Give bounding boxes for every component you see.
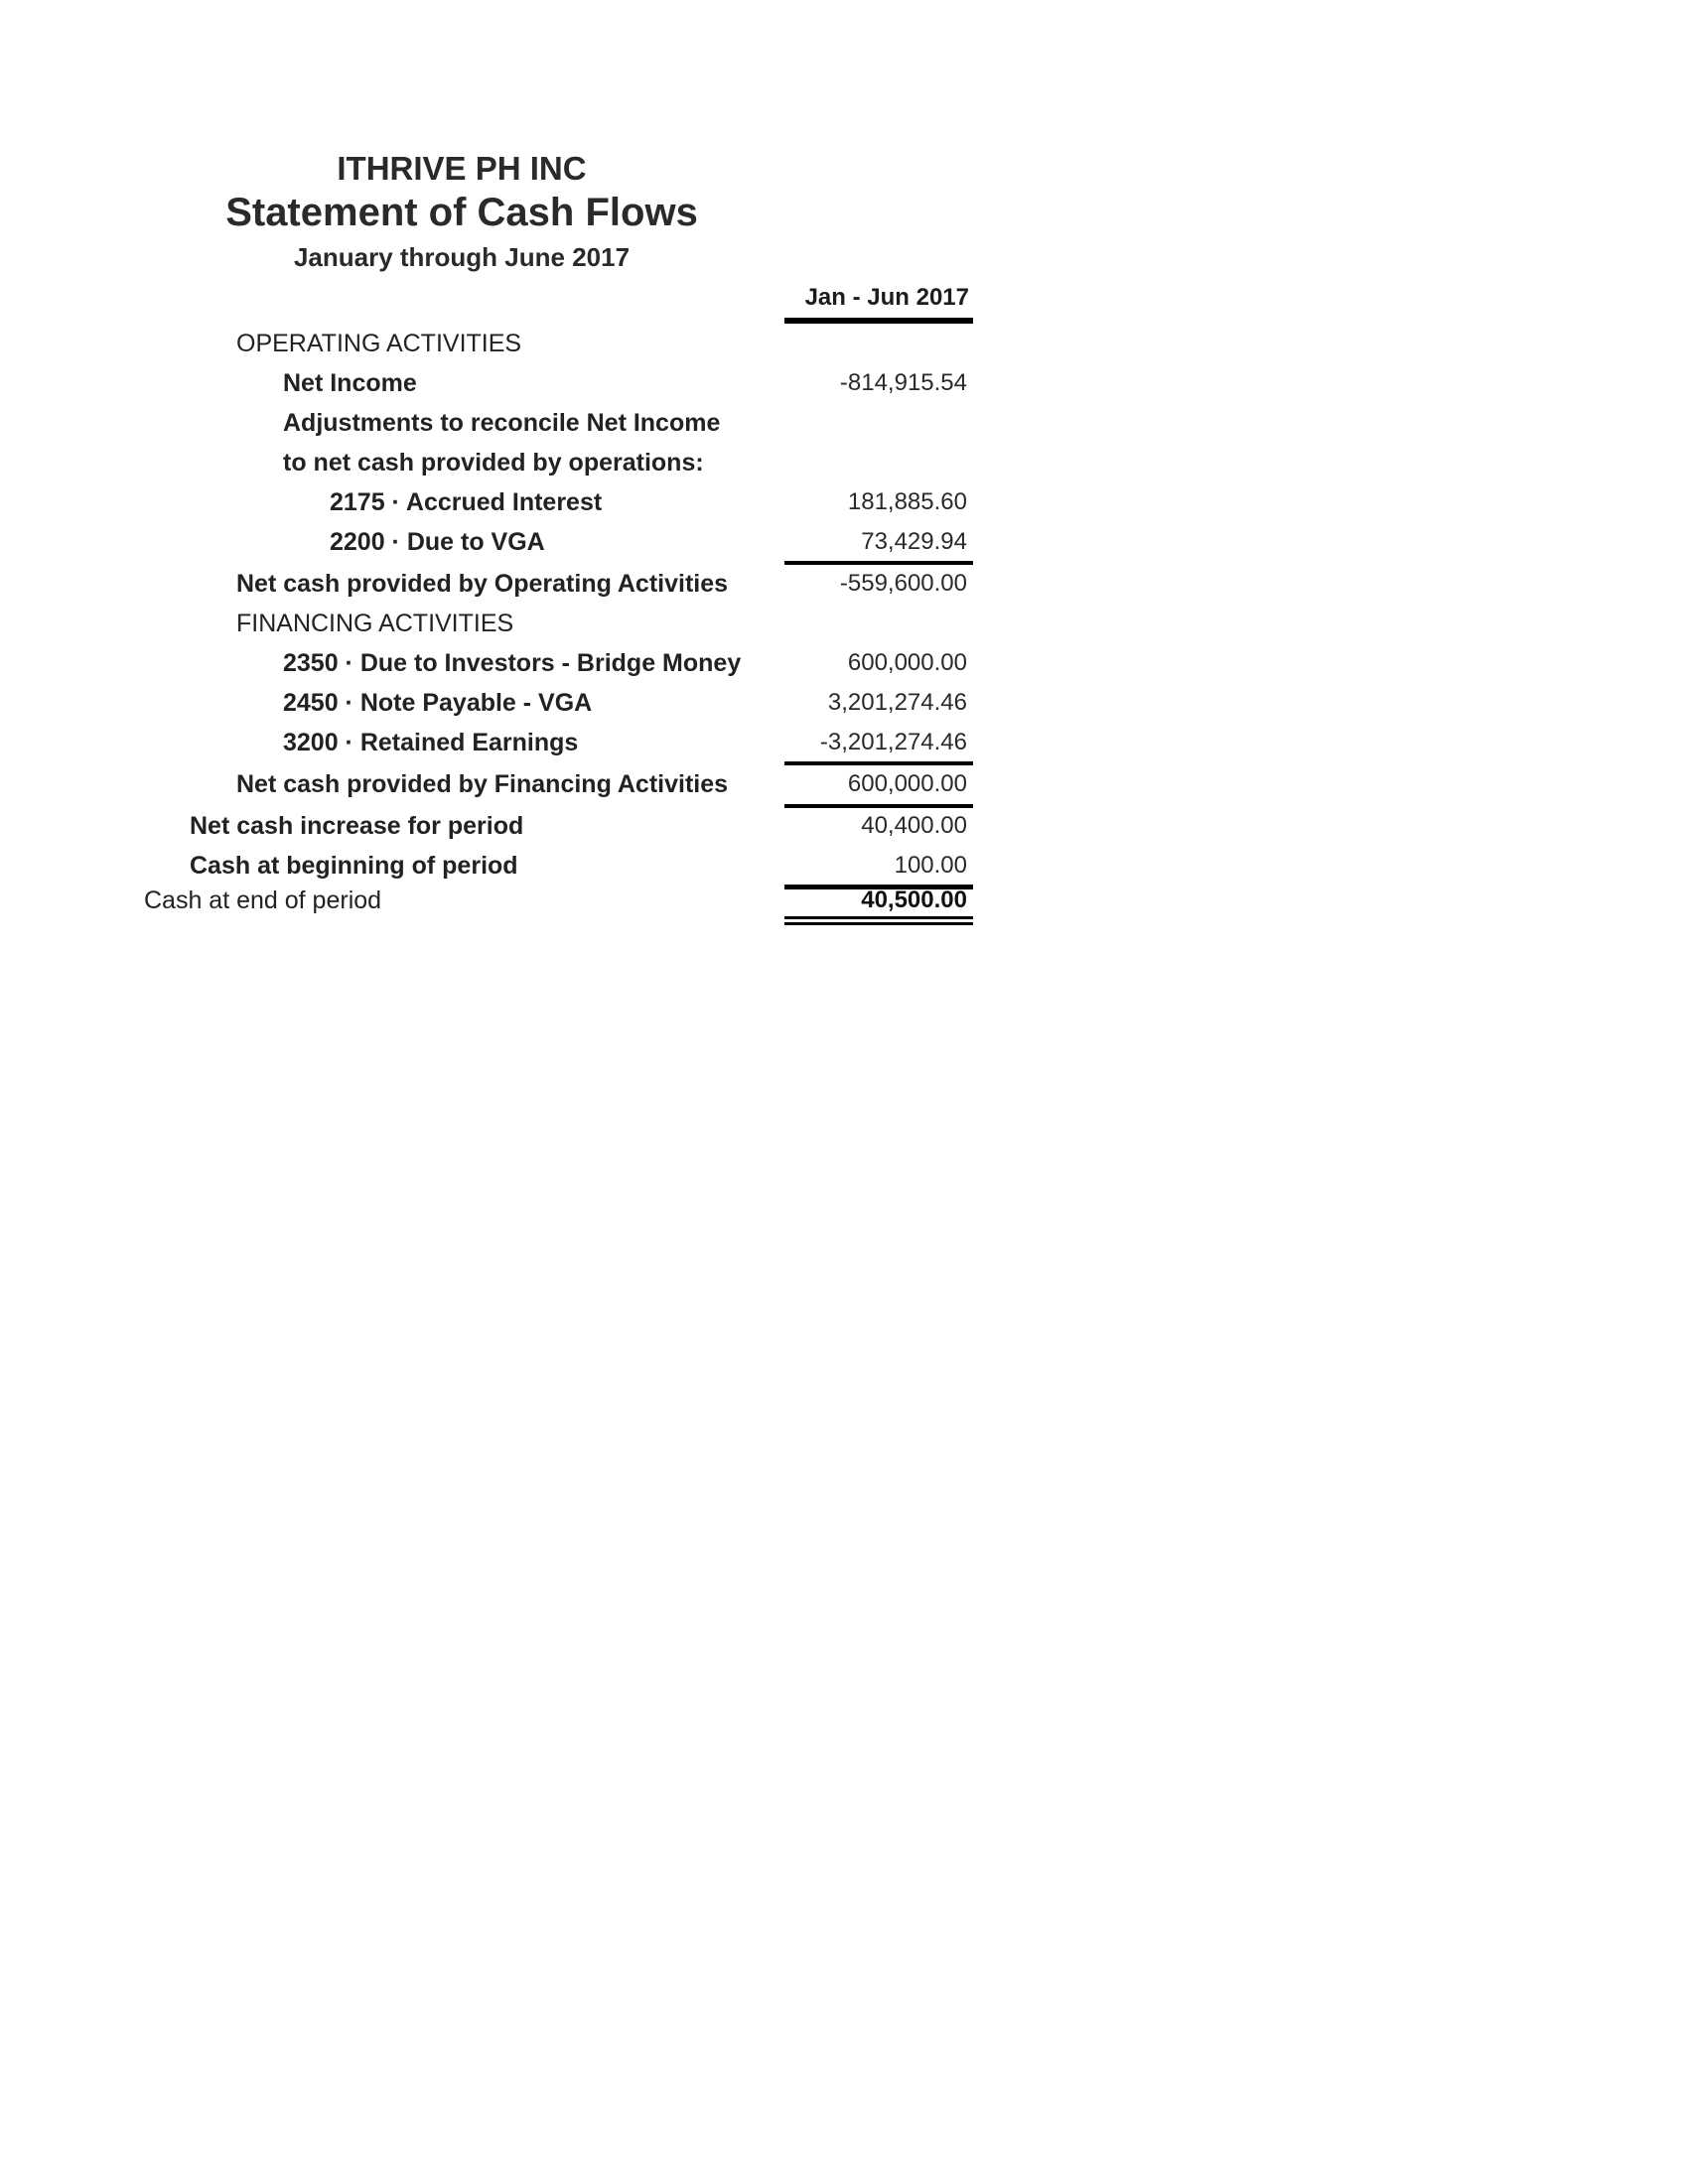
row-due-to-vga bbox=[0, 528, 983, 562]
double-underline-bottom bbox=[784, 922, 973, 925]
row-amount: 600,000.00 bbox=[847, 770, 967, 797]
double-underline-top bbox=[784, 916, 973, 919]
row-amount: 73,429.94 bbox=[861, 528, 967, 555]
row-adjustments-line2 bbox=[0, 449, 983, 482]
column-header: Jan - Jun 2017 bbox=[804, 284, 969, 311]
row-label: Adjustments to reconcile Net Income bbox=[283, 409, 721, 437]
row-cash-beginning bbox=[0, 852, 983, 886]
row-net-financing bbox=[0, 770, 983, 804]
row-bridge-money bbox=[0, 649, 983, 683]
row-label: to net cash provided by operations: bbox=[283, 449, 704, 477]
report-period: January through June 2017 bbox=[293, 242, 631, 272]
row-label: OPERATING ACTIVITIES bbox=[236, 330, 522, 357]
row-label: 2200 · Due to VGA bbox=[330, 528, 545, 556]
row-label: 2350 · Due to Investors - Bridge Money bbox=[283, 649, 742, 677]
row-label: Net cash provided by Financing Activities bbox=[236, 770, 729, 798]
section-header-financing bbox=[0, 610, 983, 643]
row-amount: -3,201,274.46 bbox=[819, 729, 967, 755]
row-label: 2175 · Accrued Interest bbox=[330, 488, 603, 516]
row-amount: -559,600.00 bbox=[839, 570, 967, 597]
subtotal-rule bbox=[784, 804, 973, 808]
row-amount: 40,400.00 bbox=[861, 812, 967, 839]
column-header-rule bbox=[784, 318, 973, 324]
row-label: 2450 · Note Payable - VGA bbox=[283, 689, 593, 717]
row-label: Net cash increase for period bbox=[190, 812, 524, 840]
row-label: Cash at beginning of period bbox=[190, 852, 518, 880]
row-label: Net cash provided by Operating Activities bbox=[236, 570, 729, 598]
subtotal-rule bbox=[784, 561, 973, 565]
company-name: ITHRIVE PH INC bbox=[337, 150, 587, 187]
row-label: Cash at end of period bbox=[144, 887, 382, 914]
report-title: Statement of Cash Flows bbox=[225, 191, 698, 234]
section-header-operating bbox=[0, 330, 983, 363]
row-net-increase bbox=[0, 812, 983, 846]
row-cash-end bbox=[0, 887, 983, 920]
row-amount: 181,885.60 bbox=[847, 488, 967, 515]
row-net-operating bbox=[0, 570, 983, 604]
row-retained-earnings bbox=[0, 729, 983, 762]
row-accrued-interest bbox=[0, 488, 983, 522]
row-note-payable bbox=[0, 689, 983, 723]
row-label: Net Income bbox=[283, 369, 417, 397]
row-amount: 100.00 bbox=[894, 852, 967, 879]
row-amount: -814,915.54 bbox=[839, 369, 967, 396]
row-amount: 40,500.00 bbox=[861, 887, 967, 913]
row-amount: 3,201,274.46 bbox=[827, 689, 967, 716]
subtotal-rule bbox=[784, 761, 973, 765]
row-amount: 600,000.00 bbox=[847, 649, 967, 676]
row-net-income bbox=[0, 369, 983, 403]
row-label: FINANCING ACTIVITIES bbox=[236, 610, 514, 637]
row-label: 3200 · Retained Earnings bbox=[283, 729, 579, 756]
row-adjustments-line1 bbox=[0, 409, 983, 443]
